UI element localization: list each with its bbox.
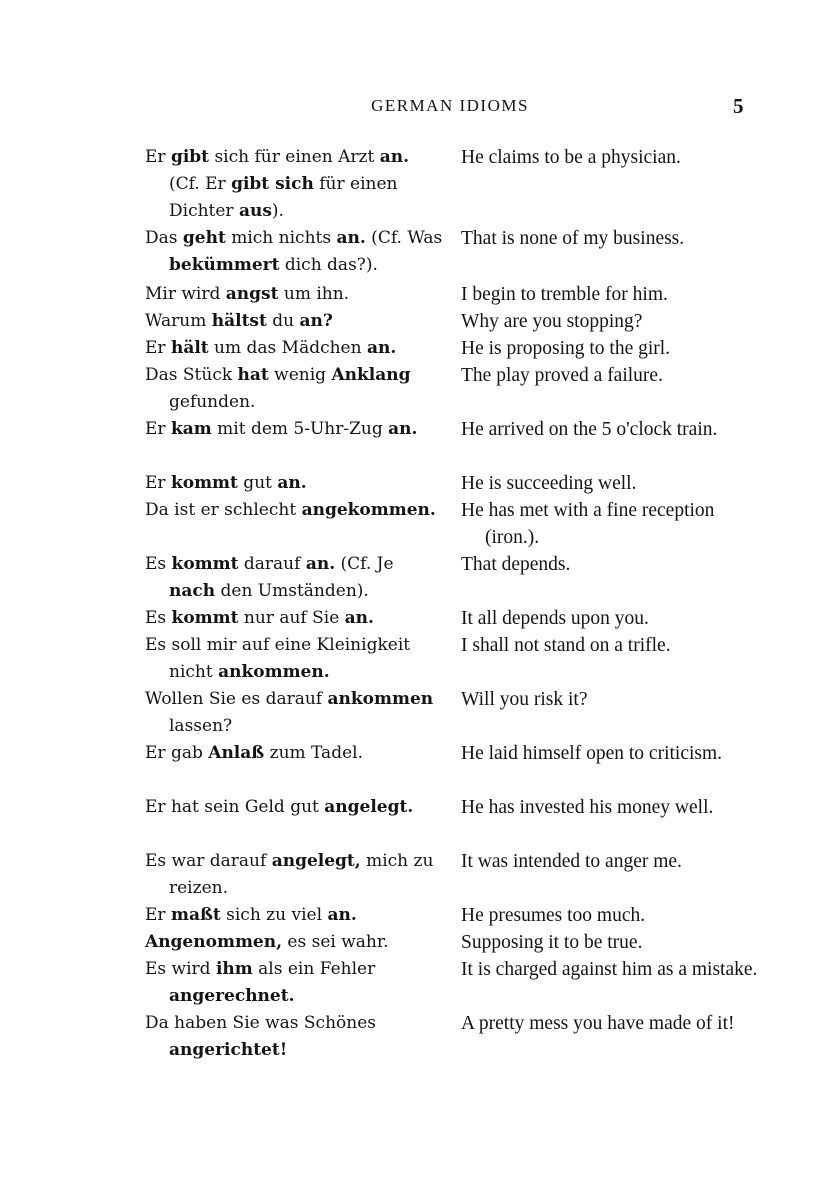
idiom-row (145, 902, 765, 929)
idiom-text: Wollen Sie es darauf (145, 689, 328, 709)
english-translation: I begin to tremble for him. (461, 284, 668, 305)
key-phrase: angst (225, 284, 279, 304)
german-idiom (145, 416, 445, 443)
key-phrase: aus (238, 201, 272, 221)
key-phrase: bekümmert (169, 255, 280, 275)
idiom-text: den Umständen). (215, 581, 369, 601)
idiom-text: sich für einen Arzt (209, 147, 380, 167)
german-idiom (145, 144, 445, 225)
idiom-row (145, 551, 765, 605)
german-idiom (145, 794, 445, 821)
idiom-text: um ihn. (278, 284, 350, 304)
german-idiom (145, 225, 445, 279)
english-translation: That is none of my business. (461, 228, 685, 249)
key-phrase: angerichtet! (169, 1040, 288, 1060)
idiom-row (145, 335, 765, 362)
idiom-text: Es (145, 608, 172, 628)
english-translation: Will you risk it? (461, 689, 588, 710)
idiom-row (145, 497, 765, 551)
idiom-text: Er (145, 905, 171, 925)
key-phrase: angerechnet. (169, 986, 295, 1006)
idiom-row (145, 740, 765, 794)
idiom-text: du (266, 311, 300, 331)
idiom-row (145, 416, 765, 470)
key-phrase: kam (170, 419, 212, 439)
idiom-text: Er (145, 473, 171, 493)
idiom-text: ). (271, 201, 284, 221)
idiom-text: Es war darauf (145, 851, 272, 871)
idiom-text: darauf (238, 554, 306, 574)
idiom-text: mit dem 5-Uhr-Zug (211, 419, 389, 439)
key-phrase: gibt (170, 147, 210, 167)
key-phrase: an. (277, 473, 307, 493)
english-translation: He is succeeding well. (461, 473, 637, 494)
key-phrase: ihm (215, 959, 253, 979)
idiom-text: (Cf. Was (365, 228, 443, 248)
key-phrase: nach (169, 581, 216, 601)
key-phrase: hat (237, 365, 269, 385)
idiom-text: Er (145, 338, 171, 358)
idiom-text: mich nichts (225, 228, 337, 248)
idiom-row (145, 794, 765, 848)
idiom-text: (Cf. Je (335, 554, 394, 574)
english-translation: He presumes too much. (461, 905, 646, 926)
idiom-text: es sei wahr. (282, 932, 389, 952)
key-phrase: an. (388, 419, 418, 439)
key-phrase: kommt (171, 554, 239, 574)
idiom-text: Da ist er schlecht (145, 500, 302, 520)
english-translation: The play proved a failure. (461, 365, 663, 386)
german-idiom (145, 848, 445, 902)
german-idiom (145, 1010, 445, 1064)
key-phrase: an. (305, 554, 336, 574)
english-translation: He is proposing to the girl. (461, 338, 671, 359)
key-phrase: an? (299, 311, 333, 331)
idiom-text: Mir wird (145, 284, 226, 304)
idiom-text: um das Mädchen (208, 338, 367, 358)
idiom-text: als ein Fehler (252, 959, 376, 979)
idiom-text: Da haben Sie was Schönes (145, 1013, 376, 1033)
english-translation: He laid himself open to criticism. (461, 743, 723, 764)
english-translation: Supposing it to be true. (461, 932, 643, 953)
english-translation: It all depends upon you. (461, 608, 649, 629)
idiom-text: (Cf. Er (169, 174, 232, 194)
idiom-text: Er (145, 419, 171, 439)
german-idiom (145, 956, 445, 1010)
idiom-text: sich zu viel (220, 905, 328, 925)
key-phrase: Anlaß (208, 743, 265, 763)
key-phrase: Angenommen, (145, 932, 283, 952)
english-translation: He has met with a fine reception (iron.). (461, 500, 715, 548)
idiom-text: mich zu reizen. (169, 851, 434, 898)
idiom-text: Es wird (145, 959, 216, 979)
german-idiom (145, 929, 445, 956)
key-phrase: maßt (170, 905, 221, 925)
key-phrase: an. (336, 228, 366, 248)
idiom-text: Er (145, 147, 171, 167)
key-phrase: angelegt. (324, 797, 414, 817)
key-phrase: angekommen. (301, 500, 436, 520)
idiom-text: gut (237, 473, 278, 493)
idiom-text: wenig (268, 365, 332, 385)
idiom-row (145, 308, 765, 335)
idiom-text: lassen? (169, 716, 233, 736)
german-idiom (145, 362, 445, 416)
german-idiom (145, 281, 445, 308)
idiom-text: gefunden. (169, 392, 256, 412)
idiom-row (145, 281, 765, 308)
idiom-text: Das (145, 228, 183, 248)
idiom-text: dich das?). (279, 255, 378, 275)
running-title: GERMAN IDIOMS (371, 96, 529, 115)
idiom-text: für einen Dichter (169, 174, 398, 221)
idiom-text: Warum (145, 311, 212, 331)
idiom-row (145, 686, 765, 740)
english-translation: Why are you stopping? (461, 311, 643, 332)
idiom-row (145, 144, 765, 225)
idiom-text: Es soll mir auf eine Kleinigkeit nicht (145, 635, 411, 682)
idiom-row (145, 1010, 765, 1064)
key-phrase: geht (182, 228, 226, 248)
idiom-text: Das Stück (145, 365, 238, 385)
idiom-text: Er hat sein Geld gut (145, 797, 325, 817)
english-translation: He has invested his money well. (461, 797, 714, 818)
german-idiom (145, 335, 445, 362)
key-phrase: an. (344, 608, 374, 628)
german-idiom (145, 470, 445, 497)
english-translation: I shall not stand on a trifle. (461, 635, 671, 656)
english-translation: He claims to be a physician. (461, 147, 681, 168)
key-phrase: an. (327, 905, 357, 925)
idiom-text: nur auf Sie (238, 608, 345, 628)
english-translation: That depends. (461, 554, 571, 575)
key-phrase: an. (366, 338, 397, 358)
page-header (0, 96, 840, 126)
key-phrase: gibt sich (231, 174, 314, 194)
key-phrase: angelegt, (271, 851, 361, 871)
idiom-row (145, 956, 765, 1010)
key-phrase: hält (170, 338, 209, 358)
key-phrase: hältst (211, 311, 267, 331)
key-phrase: an. (379, 147, 410, 167)
german-idiom (145, 497, 445, 524)
german-idiom (145, 740, 445, 767)
german-idiom (145, 686, 445, 740)
idiom-row (145, 848, 765, 902)
idiom-text: zum Tadel. (264, 743, 363, 763)
idiom-row (145, 362, 765, 416)
english-translation: It was intended to anger me. (461, 851, 682, 872)
german-idiom (145, 605, 445, 632)
idiom-row (145, 632, 765, 686)
idiom-text: Er gab (145, 743, 209, 763)
german-idiom (145, 632, 445, 686)
english-translation: A pretty mess you have made of it! (461, 1013, 735, 1034)
idiom-row (145, 605, 765, 632)
idiom-text: Es (145, 554, 172, 574)
key-phrase: kommt (171, 608, 239, 628)
page-number: 5 (733, 94, 744, 118)
english-translation: He arrived on the 5 o'clock train. (461, 419, 718, 440)
german-idiom (145, 551, 445, 605)
key-phrase: ankommen. (218, 662, 330, 682)
idiom-list (145, 144, 765, 1064)
german-idiom (145, 902, 445, 929)
german-idiom (145, 308, 445, 335)
key-phrase: kommt (170, 473, 238, 493)
key-phrase: Anklang (331, 365, 411, 385)
english-translation: It is charged against him as a mistake. (461, 959, 758, 980)
idiom-row (145, 929, 765, 956)
key-phrase: ankommen (327, 689, 434, 709)
idiom-row (145, 470, 765, 497)
idiom-row (145, 225, 765, 281)
